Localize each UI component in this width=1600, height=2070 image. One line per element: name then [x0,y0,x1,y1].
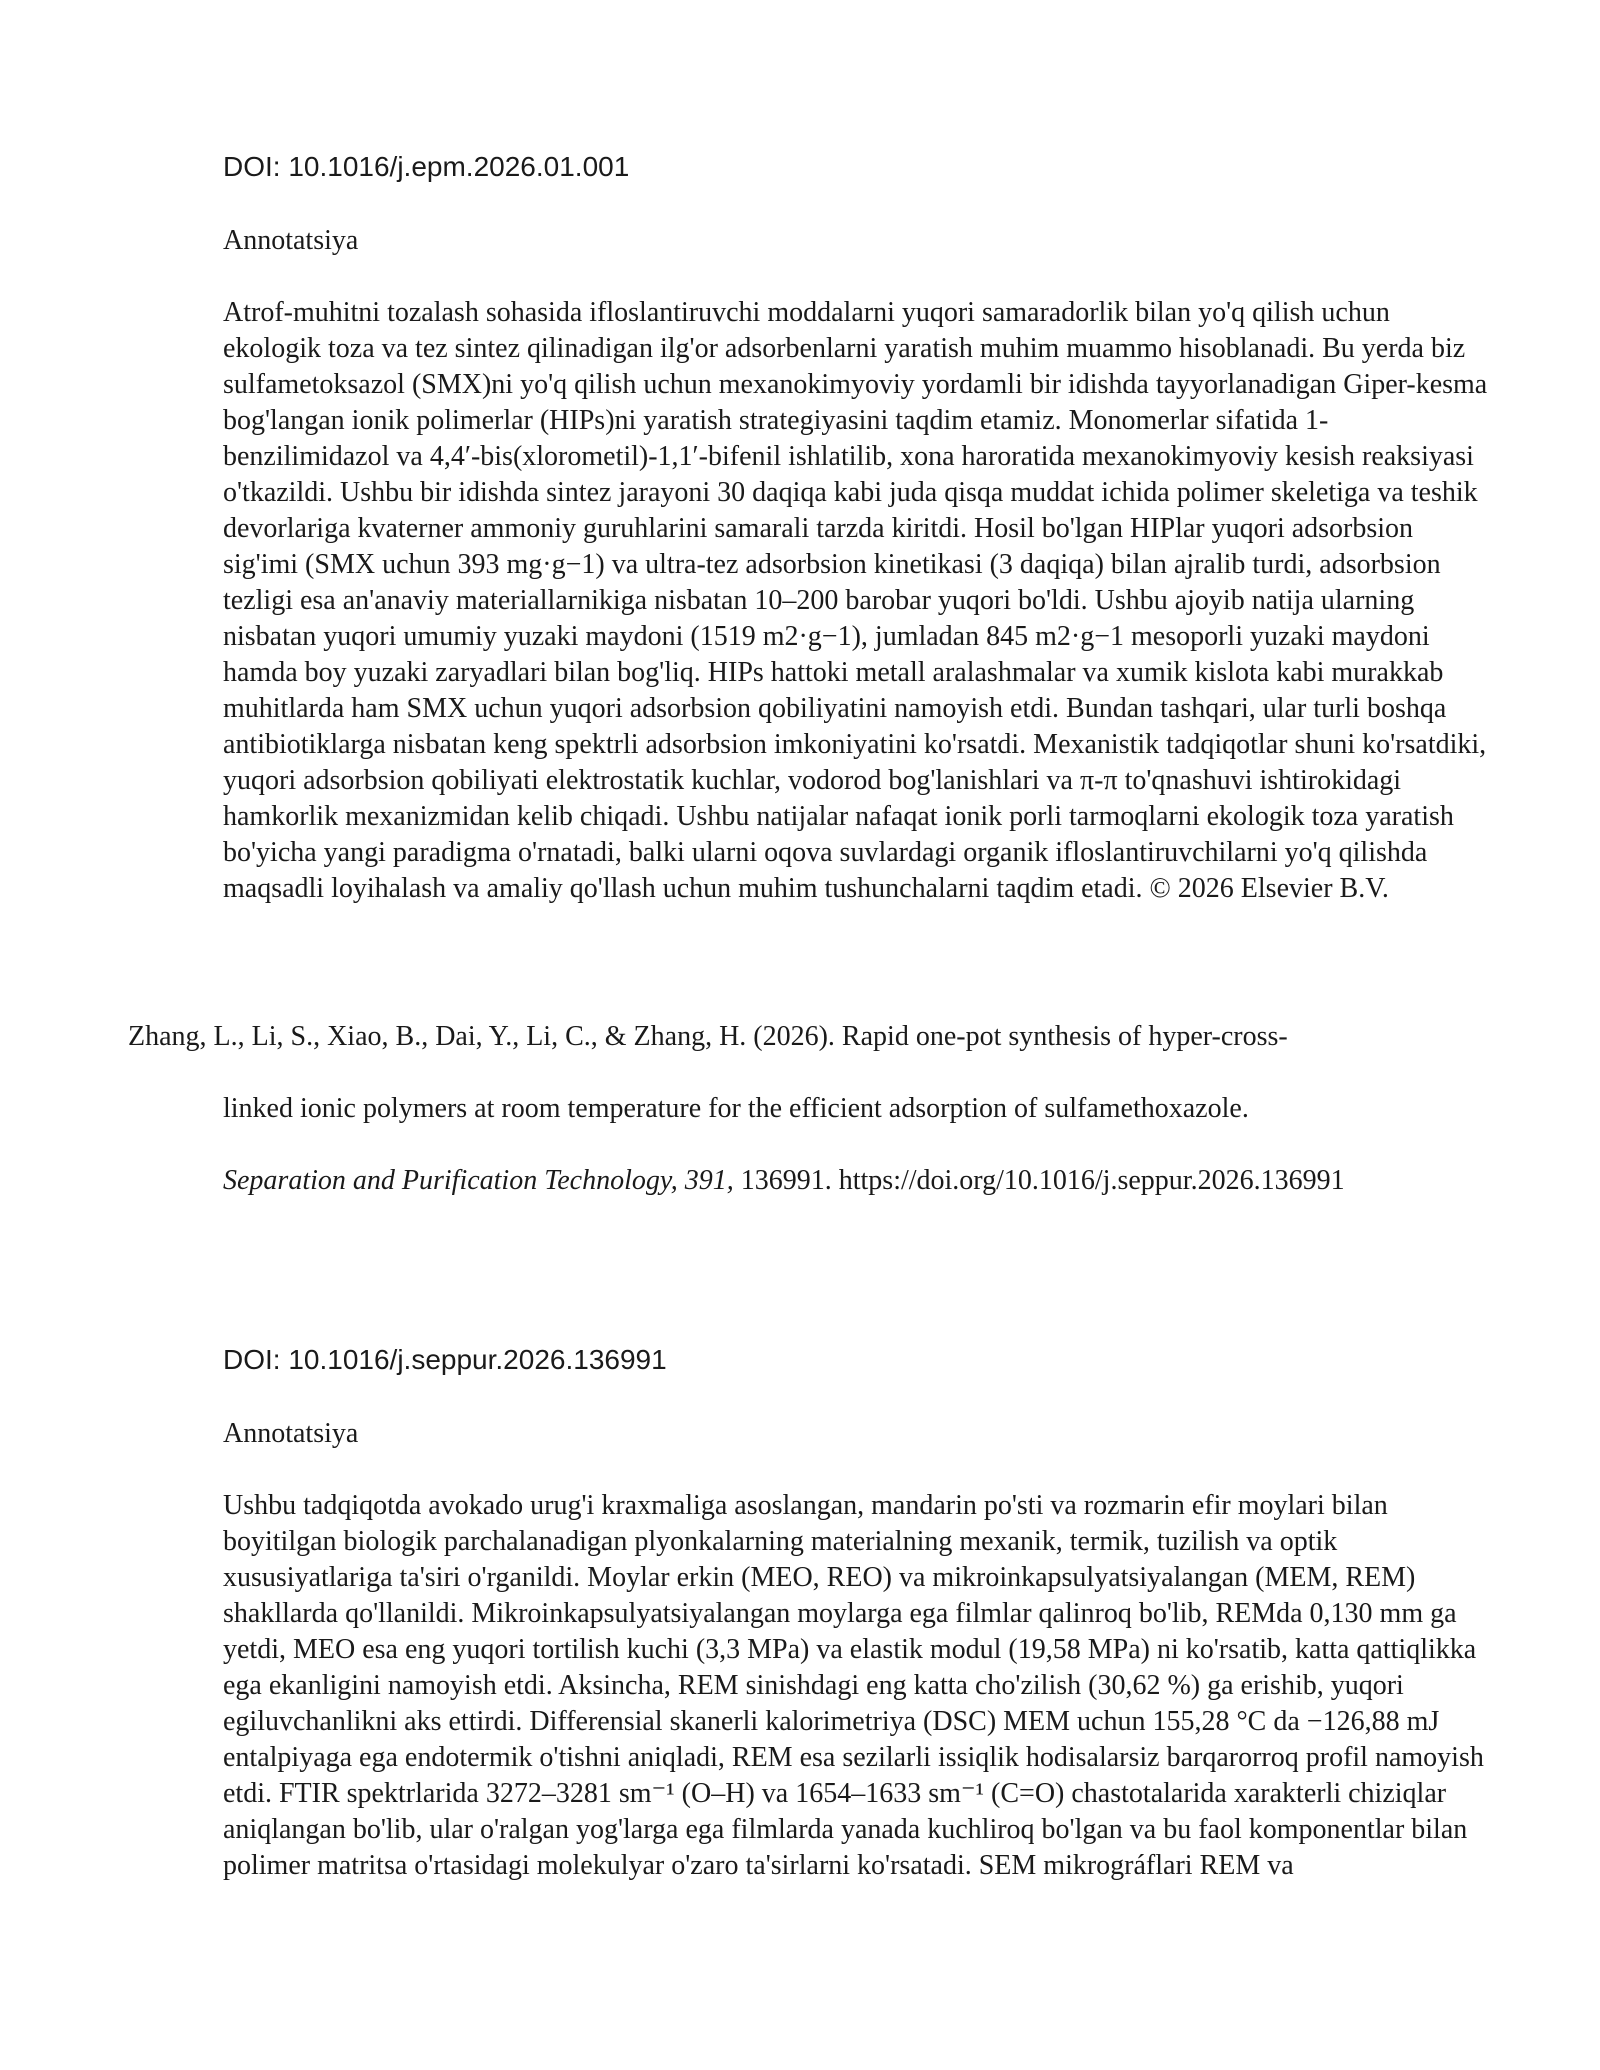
reference-doi-link[interactable]: 136991. https://doi.org/10.1016/j.seppur.2026.136991 [733,1165,1345,1196]
reference-line-2: linked ionic polymers at room temperature for the efficient adsorption of sulfamethoxazole. [223,1093,1249,1124]
reference-line-3 [223,1164,1345,1198]
reference-line-1: Zhang, L., Li, S., Xiao, B., Dai, Y., Li, C., & Zhang, H. (2026). Rapid one-pot synthesis of hyper-cross- [128,1021,1288,1052]
abstract-text: Ushbu tadqiqotda avokado urug'i kraxmaliga asoslangan, mandarin po'sti va rozmarin efir moylari bilan boyitilgan biologik parchalanadigan plyonkalarning materialning mexanik, termik, tuzilish va optik xususiyatlariga ta'siri o'rganildi. Moylar erkin (MEO, REO) va mikroinkapsulyatsiyalangan (MEM, REM) shakllarda qo'llanildi. Mikroinkapsulyatsiyalangan moylarga ega filmlar qalinroq bo'lib, REMda 0,130 mm ga yetdi, MEO esa eng yuqori tortilish kuchi (3,3 MPa) va elastik modul (19,58 MPa) ni ko'rsatib, katta qattiqlikka ega ekanligini namoyish etdi. Aksincha, REM sinishdagi eng katta cho'zilish (30,62 %) ga erishib, yuqori egiluvchanlikni aks ettirdi. Differensial skanerli kalorimetriya (DSC) MEM uchun 155,28 °C da −126,88 mJ entalpiyaga ega endotermik o'tishni aniqladi, REM esa sezilarli issiqlik hodisalarsiz barqarorroq profil namoyish etdi. FTIR spektrlarida 3272–3281 sm⁻¹ (O–H) va 1654–1633 sm⁻¹ (C=O) chastotalarida xarakterli chiziqlar aniqlangan bo'lib, ular o'ralgan yog'larga ega filmlarda yanada kuchliroq bo'lgan va bu faol komponentlar bilan polimer matritsa o'rtasidagi molekulyar o'zaro ta'sirlarni ko'rsatadi. SEM mikrográflari REM va [223,1490,1484,1881]
doi-line: DOI: 10.1016/j.epm.2026.01.001 [223,151,630,182]
abstract-heading: Annotatsiya [223,225,359,256]
abstract-heading: Annotatsiya [223,1418,359,1449]
abstract-text: Atrof-muhitni tozalash sohasida ifloslantiruvchi moddalarni yuqori samaradorlik bilan yo'q qilish uchun ekologik toza va tez sintez qilinadigan ilg'or adsorbenlarni yaratish muhim muammo hisoblanadi. Bu yerda biz sulfametoksazol (SMX)ni yo'q qilish uchun mexanokimyoviy yordamli bir idishda tayyorlanadigan Giper-kesma bog'langan ionik polimerlar (HIPs)ni yaratish strategiyasini taqdim etamiz. Monomerlar sifatida 1-benzilimidazol va 4,4′-bis(xlorometil)-1,1′-bifenil ishlatilib, xona haroratida mexanokimyoviy kesish reaksiyasi o'tkazildi. Ushbu bir idishda sintez jarayoni 30 daqiqa kabi juda qisqa muddat ichida polimer skeletiga va teshik devorlariga kvaterner ammoniy guruhlarini samarali tarzda kiritdi. Hosil bo'lgan HIPlar yuqori adsorbsion sig'imi (SMX uchun 393 mg·g−1) va ultra-tez adsorbsion kinetikasi (3 daqiqa) bilan ajralib turdi, adsorbsion tezligi esa an'anaviy materiallarnikiga nisbatan 10–200 barobar yuqori bo'ldi. Ushbu ajoyib natija ularning nisbatan yuqori umumiy yuzaki maydoni (1519 m2·g−1), jumladan 845 m2·g−1 mesoporli yuzaki maydoni hamda boy yuzaki zaryadlari bilan bog'liq. HIPs hattoki metall aralashmalar va xumik kislota kabi murakkab muhitlarda ham SMX uchun yuqori adsorbsion qobiliyatini namoyish etdi. Bundan tashqari, ular turli boshqa antibiotiklarga nisbatan keng spektrli adsorbsion imkoniyatini ko'rsatdi. Mexanistik tadqiqotlar shuni ko'rsatdiki, yuqori adsorbsion qobiliyati elektrostatik kuchlar, vodorod bog'lanishlari va π-π to'qnashuvi ishtirokidagi hamkorlik mexanizmidan kelib chiqadi. Ushbu natijalar nafaqat ionik porli tarmoqlarni ekologik toza yaratish bo'yicha yangi paradigma o'rnatadi, balki ularni oqova suvlardagi organik ifloslantiruvchilarni yo'q qilishda maqsadli loyihalash va amaliy qo'llash uchun muhim tushunchalarni taqdim etadi. © 2026 Elsevier B.V. [223,297,1488,904]
reference-journal: Separation and Purification Technology, 391, [223,1165,734,1196]
doi-line: DOI: 10.1016/j.seppur.2026.136991 [223,1344,667,1375]
